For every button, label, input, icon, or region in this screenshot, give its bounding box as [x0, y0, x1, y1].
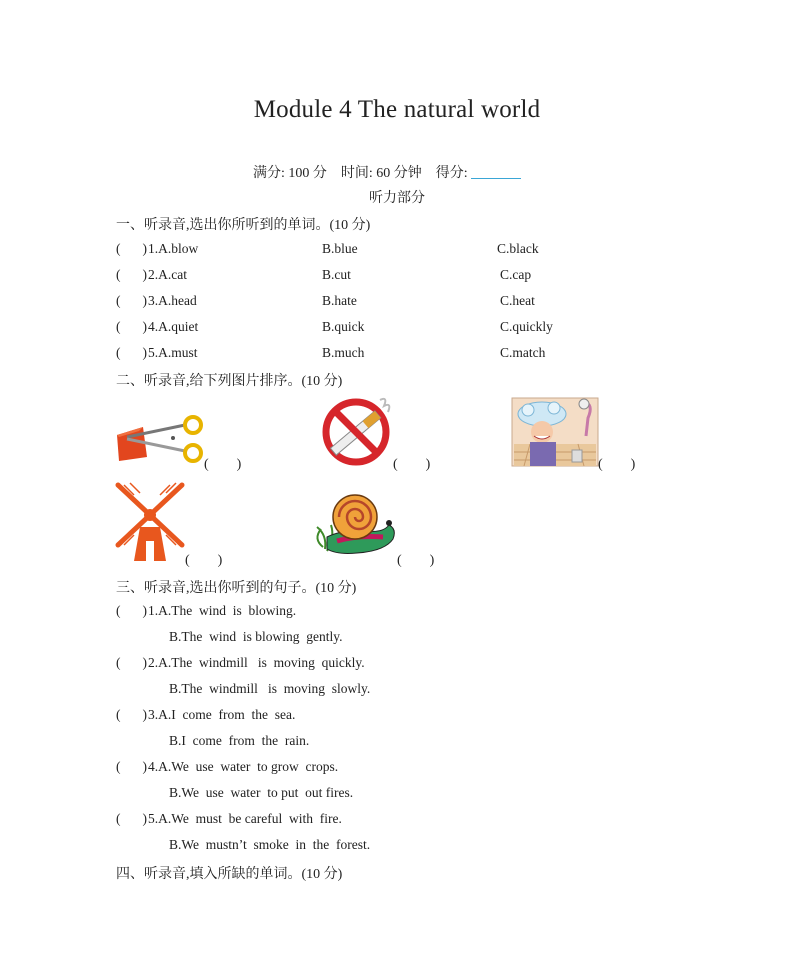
option-a: 5.A.must — [148, 345, 198, 360]
option-b: B.cut — [322, 267, 351, 282]
answer-paren[interactable]: ( ) — [116, 241, 147, 256]
option-c: C.black — [497, 241, 539, 256]
option-c: C.cap — [500, 267, 532, 282]
answer-paren[interactable]: ( ) — [116, 603, 147, 618]
section3-heading: 三、听录音,选出你听到的句子。(10 分) — [116, 581, 357, 596]
answer-paren[interactable]: ( ) — [116, 345, 147, 360]
answer-paren[interactable]: ( ) — [116, 811, 147, 826]
answer-paren[interactable]: ( ) — [116, 267, 147, 282]
section-subtitle: 听力部分 — [369, 191, 425, 206]
picture-order-blank[interactable]: ( ) — [185, 553, 223, 568]
option-a: 1.A.blow — [148, 241, 199, 256]
sentence-b: B.The wind is blowing gently. — [169, 629, 343, 644]
full-score: 满分: 100 分 — [253, 166, 327, 181]
option-a: 3.A.head — [148, 293, 197, 308]
scissors-cutting-paper-picture — [115, 413, 207, 465]
option-b: B.quick — [322, 319, 365, 334]
option-b: B.hate — [322, 293, 357, 308]
option-c: C.heat — [500, 293, 535, 308]
time-limit: 时间: 60 分钟 — [340, 166, 422, 181]
section1-heading: 一、听录音,选出你所听到的单词。(10 分) — [116, 218, 371, 233]
option-c: C.quickly — [500, 319, 553, 334]
score-blank[interactable] — [471, 164, 521, 179]
picture-order-blank[interactable]: ( ) — [393, 457, 431, 472]
option-c: C.match — [500, 345, 546, 360]
score-label: 得分: — [435, 166, 468, 181]
windmill-picture — [112, 479, 188, 563]
sentence-b: B.We mustn’t smoke in the forest. — [169, 837, 371, 852]
no-smoking-sign-picture — [318, 394, 396, 466]
option-a: 4.A.quiet — [148, 319, 199, 334]
section4-heading: 四、听录音,填入所缺的单词。(10 分) — [116, 867, 343, 882]
picture-order-blank[interactable]: ( ) — [397, 553, 435, 568]
answer-paren[interactable]: ( ) — [116, 319, 147, 334]
sentence-a: 5.A.We must be careful with fire. — [148, 811, 342, 826]
sentence-a: 2.A.The windmill is moving quickly. — [148, 655, 365, 670]
answer-paren[interactable]: ( ) — [116, 655, 147, 670]
answer-paren[interactable]: ( ) — [116, 707, 147, 722]
option-a: 2.A.cat — [148, 267, 187, 282]
answer-paren[interactable]: ( ) — [116, 759, 147, 774]
sentence-b: B.I come from the rain. — [169, 733, 310, 748]
sentence-a: 1.A.The wind is blowing. — [148, 603, 297, 618]
picture-order-blank[interactable]: ( ) — [204, 457, 242, 472]
section2-heading: 二、听录音,给下列图片排序。(10 分) — [116, 374, 343, 389]
sentence-b: B.The windmill is moving slowly. — [169, 681, 371, 696]
answer-paren[interactable]: ( ) — [116, 293, 147, 308]
page-title: Module 4 The natural world — [253, 96, 541, 123]
option-b: B.much — [322, 345, 365, 360]
snail-picture — [307, 489, 397, 563]
sentence-a: 4.A.We use water to grow crops. — [148, 759, 339, 774]
exam-meta — [253, 162, 521, 182]
sentence-b: B.We use water to put out fires. — [169, 785, 354, 800]
option-b: B.blue — [322, 241, 358, 256]
picture-order-blank[interactable]: ( ) — [598, 457, 636, 472]
child-washing-hair-picture — [510, 396, 600, 468]
sentence-a: 3.A.I come from the sea. — [148, 707, 296, 722]
